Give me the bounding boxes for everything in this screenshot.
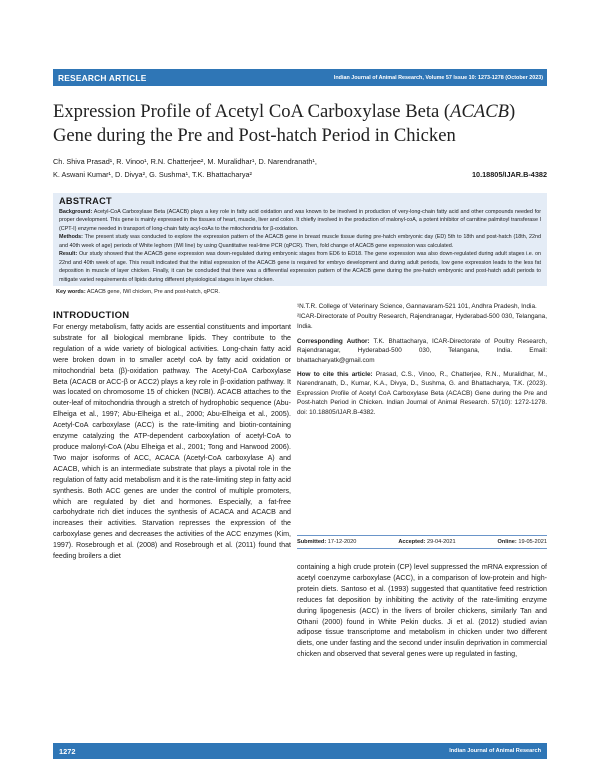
authors-line-2: K. Aswani Kumar¹, D. Divya², G. Sushma¹, T.K. Bhattacharya² <box>53 169 252 179</box>
affiliation-1: ¹N.T.R. College of Veterinary Science, Gannavaram-521 101, Andhra Pradesh, India. <box>297 303 537 310</box>
abstract-heading: ABSTRACT <box>59 196 112 206</box>
article-type-label: RESEARCH ARTICLE <box>58 72 147 83</box>
submitted-date: Submitted: 17-12-2020 <box>297 539 357 545</box>
abstract-box <box>53 193 547 286</box>
intro-right-text: containing a high crude protein (CP) level suppressed the mRNA expression of acetyl coenzyme carboxylase (ACC), in a comparison of low-protein and high-protein diets. Santoso et al. (1993) suggested that quantitative feed restriction reduces fat deposition by inhibiting the activity of the rate-limiting enzyme during lipogenesis (ACC) in the livers of broiler chickens, similarly Tan and Othani (2000) found in White Pekin ducks. Ji et al. (2012) studied avian adipose tissue transcriptome and metabolism in chicken under two different diets, one under fasting and the second under insulin deprivation in commercial chicken and observed that several genes were up regulated in fasting, <box>297 563 547 659</box>
front-matter <box>297 302 547 417</box>
page-number: 1272 <box>59 746 76 756</box>
title-start: Expression Profile of Acetyl CoA Carboxylase Beta ( <box>53 101 451 122</box>
intro-heading: INTRODUCTION <box>53 310 130 321</box>
title-end: ) Gene during the Pre and Post-hatch Period in Chicken <box>53 101 516 146</box>
affiliation-2: ²ICAR-Directorate of Poultry Research, Rajendranagar, Hyderabad-500 030, Telangana, India. <box>297 312 547 330</box>
title-gene: ACACB <box>450 101 509 122</box>
how-to-cite: How to cite this article: Prasad, C.S., Vinoo, R., Chatterjee, R.N., Muralidhar, M., Narendranath, D., Kumar, K.A., Divya, D., Sushma, G. and Bhattacharya, T.K. (2023). Expression Profile of Acetyl CoA Carboxylase Beta (ACACB) Gene during the Pre and Post-hatch Period in Chicken. Indian Journal of Animal Research. 57(10): 1272-1278. doi: 10.18805/IJAR.B-4382. <box>297 370 547 416</box>
abstract-result: Result: Our study showed that the ACACB gene expression was down-regulated during embryonic stages from ED6 to ED18. The gene expression was also down-regulated during adult stages i.e. on 22nd and 40th week of age. This result indicated that the initial expression of the ACACB gene is required for embryo development and during adult periods, low gene expression leads to the less fat deposition in muscle of layer chicken. Finally, it can be concluded that there was a differential expression pattern of the ACACB gene during the pre-hatch embryonic and post-hatch adult periods to mitigate varied requirements of lipids during different physiological stages in layer chicken. <box>59 251 541 283</box>
footer-bar <box>53 743 547 759</box>
doi: 10.18805/IJAR.B-4382 <box>471 169 547 179</box>
keywords: Key words: ACACB gene, IWI chicken, Pre and post-hatch, qPCR. <box>56 289 220 295</box>
intro-left-text: For energy metabolism, fatty acids are essential constituents and important substrate for all biological membrane lipids. They contribute to the regulation of a wide variety of biological activities. Long-chain fatty acid were broken down in to smaller acetyl coA by fatty acid oxidation or mitochondrial beta (β)-oxidation pathway. The Acetyl-CoA Carboxylase Beta (ACACB or ACC-β or ACC2) plays a key role in β-oxidation pathway. It was located on chromosome 15 of chicken (NCBI). ACACB attaches to the outer-leaf of mitochondria through a stretch of hydrophobic sequence (Abu-Elheiga et al., 1997; Abu-Elheiga et al., 2000; Abu-Elheiga et al., 2005). Acetyl-CoA carboxylase (ACC) is the rate-limiting and biotin-containing enzyme catalyzing the ATP-dependent carboxylation of acetyl-CoA to produce malonyl-CoA (Abu Elheiga et al., 2001; Tong and Harwood 2006). Two major isoforms of ACC, ACACA (Acetyl-CoA carboxylase A) and ACACB, which is an intermediate substrate that plays a pivotal role in the regulation of fatty acid metabolism and it is the rate-limiting step in fatty acid synthesis. Both ACC genes are under the control of multiple promoters, which are regulated by diet and hormones. Especially, a fat-free carbohydrate rich diet induces the synthesis of ACACA and ACACB and increases their activities. Starvation represses the expression of the carboxylase genes and decreases the activities of the ACC enzymes (Kim, 1997). Rosebrough et al. (2008) and Rosebrough et al. (2011) found that feeding broilers a diet <box>53 323 291 561</box>
article-title <box>53 100 547 147</box>
header-bar <box>53 69 547 86</box>
abstract-background: Background: Acetyl-CoA Carboxylase Beta (ACACB) plays a key role in fatty acid oxidation and was known to be involved in production of very-long-chain fatty acid and other compounds needed for proper development. This gene is mainly expressed in the tissues of heart, muscle, liver and colon. It chiefly involved in the production of malonyl-coA, a potent inhibitor of carnitine palmitoyl transferase I (CPT-I) enzyme needed in transport of long-chain fatty acyl-coAs to the mitochondria for β-oxidation. <box>59 208 542 232</box>
abstract-methods: Methods: The present study was conducted to explore the expression pattern of the ACACB gene in breast muscle tissue during pre-hatch embryonic day (ED) 5th to 18th and post-hatch (18th, 22nd and 40th week of age) periods of White leghorn (IWI line) by using Quantitative real-time PCR (qPCR). Then, fold change of ACACB gene expression was calculated. <box>59 234 542 249</box>
accepted-date: Accepted: 29-04-2021 <box>398 539 456 545</box>
corresponding-author: Corresponding Author: T.K. Bhattacharya, ICAR-Directorate of Poultry Research, Rajendranagar, Hyderabad-500 030, Telangana, India. Email: bhattacharyatk@gmail.com <box>297 337 547 364</box>
author-list <box>53 156 547 181</box>
intro-left-column <box>53 310 291 562</box>
journal-citation: Indian Journal of Animal Research, Volume 57 Issue 10: 1273-1278 (October 2023) <box>333 74 543 81</box>
authors-line-1: Ch. Shiva Prasad¹, R. Vinoo¹, R.N. Chatterjee², M. Muralidhar¹, D. Narendranath¹, <box>53 157 317 166</box>
intro-right-column <box>297 562 547 660</box>
footer-journal: Indian Journal of Animal Research <box>449 748 541 754</box>
online-date: Online: 19-05-2021 <box>497 539 547 545</box>
article-dates <box>297 535 547 549</box>
